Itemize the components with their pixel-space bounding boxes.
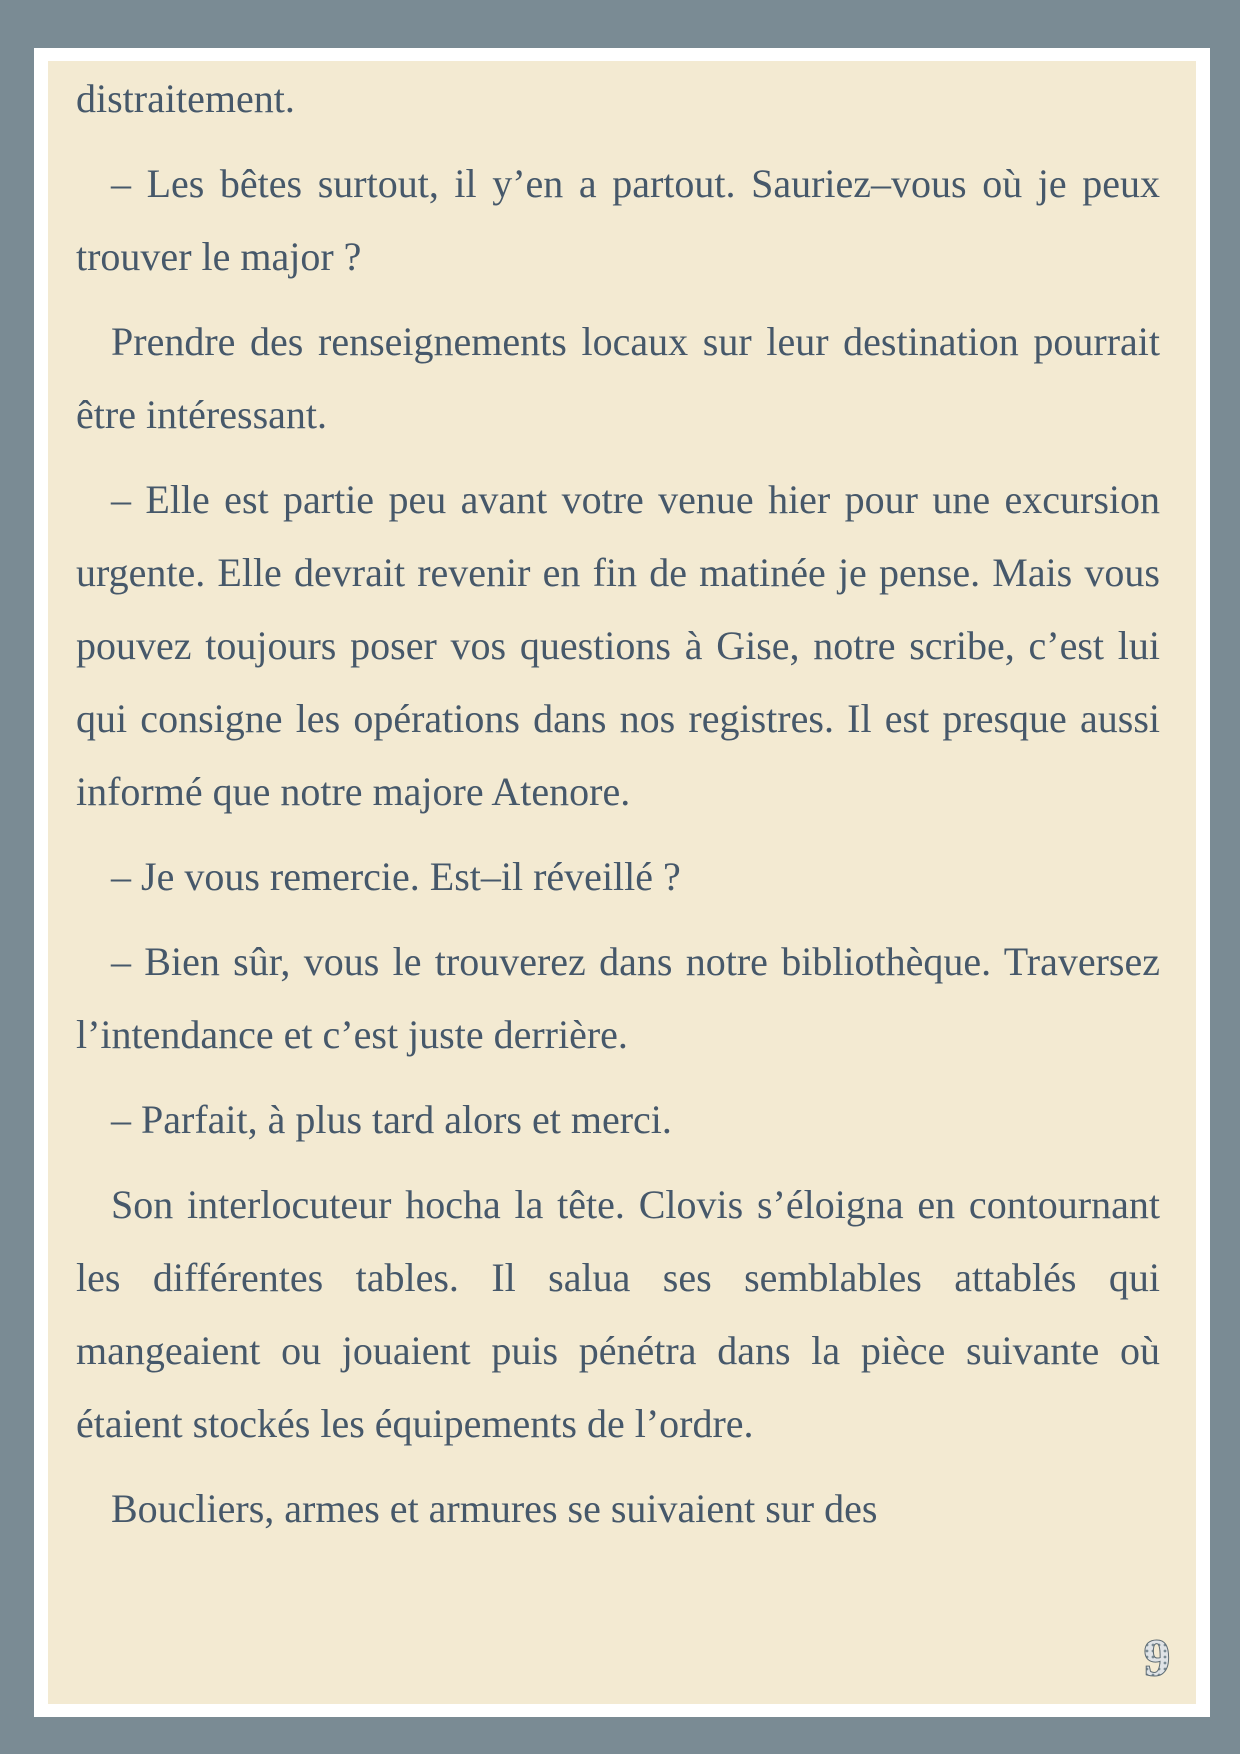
page-number-text: 9 [1144, 1630, 1170, 1684]
paragraph-7: – Parfait, à plus tard alors et merci. [111, 1097, 672, 1142]
paragraph-4: – Elle est partie peu avant votre venue hier pour une excursion urgente. Elle devrait revenir en fin de matinée je pense. Mais vous pouvez toujours poser vos questions à Gise, notre scribe, c’est lui qui consigne les opérations dans nos registres. Il est presque aussi informé que notre majore Atenore. [76, 477, 1160, 814]
paragraph-1: distraitement. [76, 76, 295, 121]
paragraph-5: – Je vous remercie. Est–il réveillé ? [111, 854, 681, 899]
page-number [1132, 1630, 1182, 1684]
body-text [76, 62, 1160, 1557]
paragraph-2: – Les bêtes surtout, il y’en a partout. Sauriez–vous où je peux trouver le major ? [76, 161, 1160, 279]
paragraph-9: Boucliers, armes et armures se suivaient sur des [111, 1486, 878, 1531]
paragraph-8: Son interlocuteur hocha la tête. Clovis s’éloigna en contournant les différentes tables. Il salua ses semblables attablés qui mangeaient ou jouaient puis pénétra dans la pièce suivante où étaient stockés les équipements de l’ordre. [76, 1182, 1160, 1446]
paragraph-6: – Bien sûr, vous le trouverez dans notre bibliothèque. Traversez l’intendance et c’est juste derrière. [76, 939, 1160, 1057]
paragraph-3: Prendre des renseignements locaux sur leur destination pourrait être intéressant. [76, 319, 1160, 437]
